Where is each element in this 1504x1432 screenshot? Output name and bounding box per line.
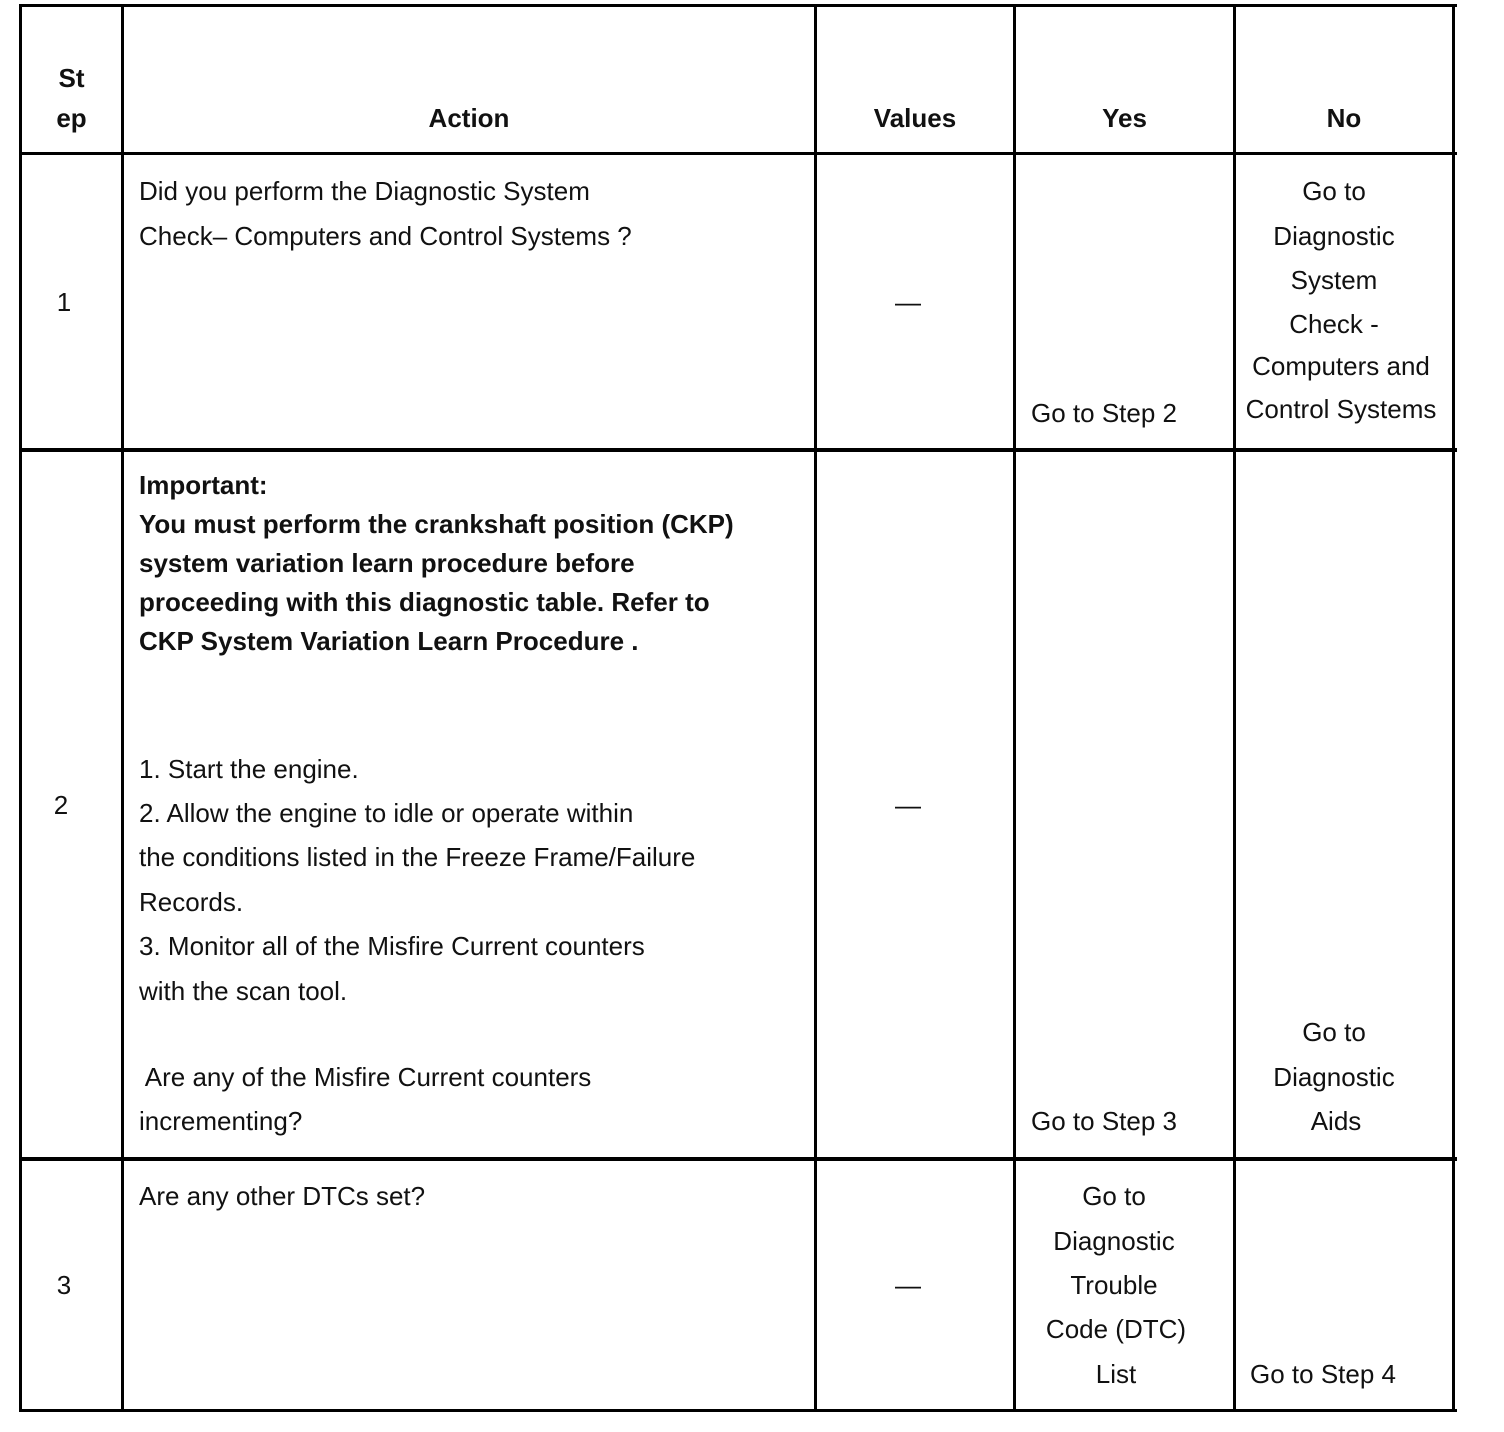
- rule-row2-bottom: [19, 1157, 1457, 1161]
- row1-no-line6: Control Systems: [1245, 394, 1437, 424]
- rule-bottom: [19, 1409, 1457, 1412]
- row2-important-line1: You must perform the crankshaft position (CKP): [139, 509, 734, 539]
- row3-yes-line1: Go to: [1082, 1181, 1146, 1211]
- row3-yes-line3: Trouble: [1070, 1270, 1158, 1300]
- row2-important-heading: Important:: [139, 470, 268, 500]
- row2-step: 2: [53, 790, 69, 820]
- row1-no-line1: Go to: [1302, 176, 1366, 206]
- header-yes: Yes: [1102, 103, 1147, 133]
- row2-important-line2: system variation learn procedure before: [139, 548, 635, 578]
- header-values: Values: [873, 103, 957, 133]
- row3-yes-line5: List: [1095, 1359, 1137, 1389]
- row3-no: Go to Step 4: [1250, 1359, 1396, 1389]
- row2-action-line3: the conditions listed in the Freeze Frame/Failure: [139, 842, 696, 872]
- diagnostic-table: [19, 4, 1457, 1413]
- row3-yes-line4: Code (DTC): [1045, 1314, 1187, 1344]
- row1-step: 1: [56, 287, 72, 317]
- row2-important-line4: CKP System Variation Learn Procedure .: [139, 626, 639, 656]
- rule-col-action: [814, 4, 817, 1412]
- row1-no-line2: Diagnostic: [1273, 221, 1395, 251]
- rule-left: [19, 4, 22, 1412]
- rule-right: [1452, 4, 1455, 1412]
- row2-action-line1: 1. Start the engine.: [139, 754, 359, 784]
- row3-step: 3: [56, 1270, 72, 1300]
- row1-no-line4: Check -: [1289, 309, 1379, 339]
- rule-row1-bottom: [19, 448, 1457, 452]
- header-step-1: St: [58, 63, 85, 93]
- rule-col-step: [121, 4, 124, 1412]
- row2-question-line2: incrementing?: [139, 1106, 303, 1136]
- row2-value: —: [895, 790, 921, 820]
- row2-question-line1: Are any of the Misfire Current counters: [139, 1062, 592, 1092]
- rule-top: [19, 4, 1457, 7]
- row1-yes: Go to Step 2: [1031, 398, 1177, 428]
- row2-no-line1: Go to: [1302, 1017, 1366, 1047]
- header-no: No: [1326, 103, 1362, 133]
- row1-no-line3: System: [1290, 265, 1378, 295]
- row2-no-line3: Aids: [1310, 1106, 1362, 1136]
- row2-no-line2: Diagnostic: [1273, 1062, 1395, 1092]
- row2-important-line3: proceeding with this diagnostic table. Refer to: [139, 587, 710, 617]
- row1-action-line2: Check– Computers and Control Systems ?: [139, 221, 632, 251]
- rule-header-bottom: [19, 152, 1457, 155]
- row2-action-line5: 3. Monitor all of the Misfire Current counters: [139, 931, 645, 961]
- row1-value: —: [895, 287, 921, 317]
- row2-action-line2: 2. Allow the engine to idle or operate within: [139, 798, 634, 828]
- row2-yes: Go to Step 3: [1031, 1106, 1177, 1136]
- header-step-2: ep: [56, 103, 87, 133]
- header-action: Action: [428, 103, 510, 133]
- row3-yes-line2: Diagnostic: [1053, 1226, 1175, 1256]
- row3-value: —: [895, 1270, 921, 1300]
- row2-action-line6: with the scan tool.: [139, 976, 348, 1006]
- row2-action-line4: Records.: [139, 887, 244, 917]
- row1-no-line5: Computers and: [1252, 351, 1430, 381]
- row3-action-line1: Are any other DTCs set?: [139, 1181, 426, 1211]
- row1-action-line1: Did you perform the Diagnostic System: [139, 176, 590, 206]
